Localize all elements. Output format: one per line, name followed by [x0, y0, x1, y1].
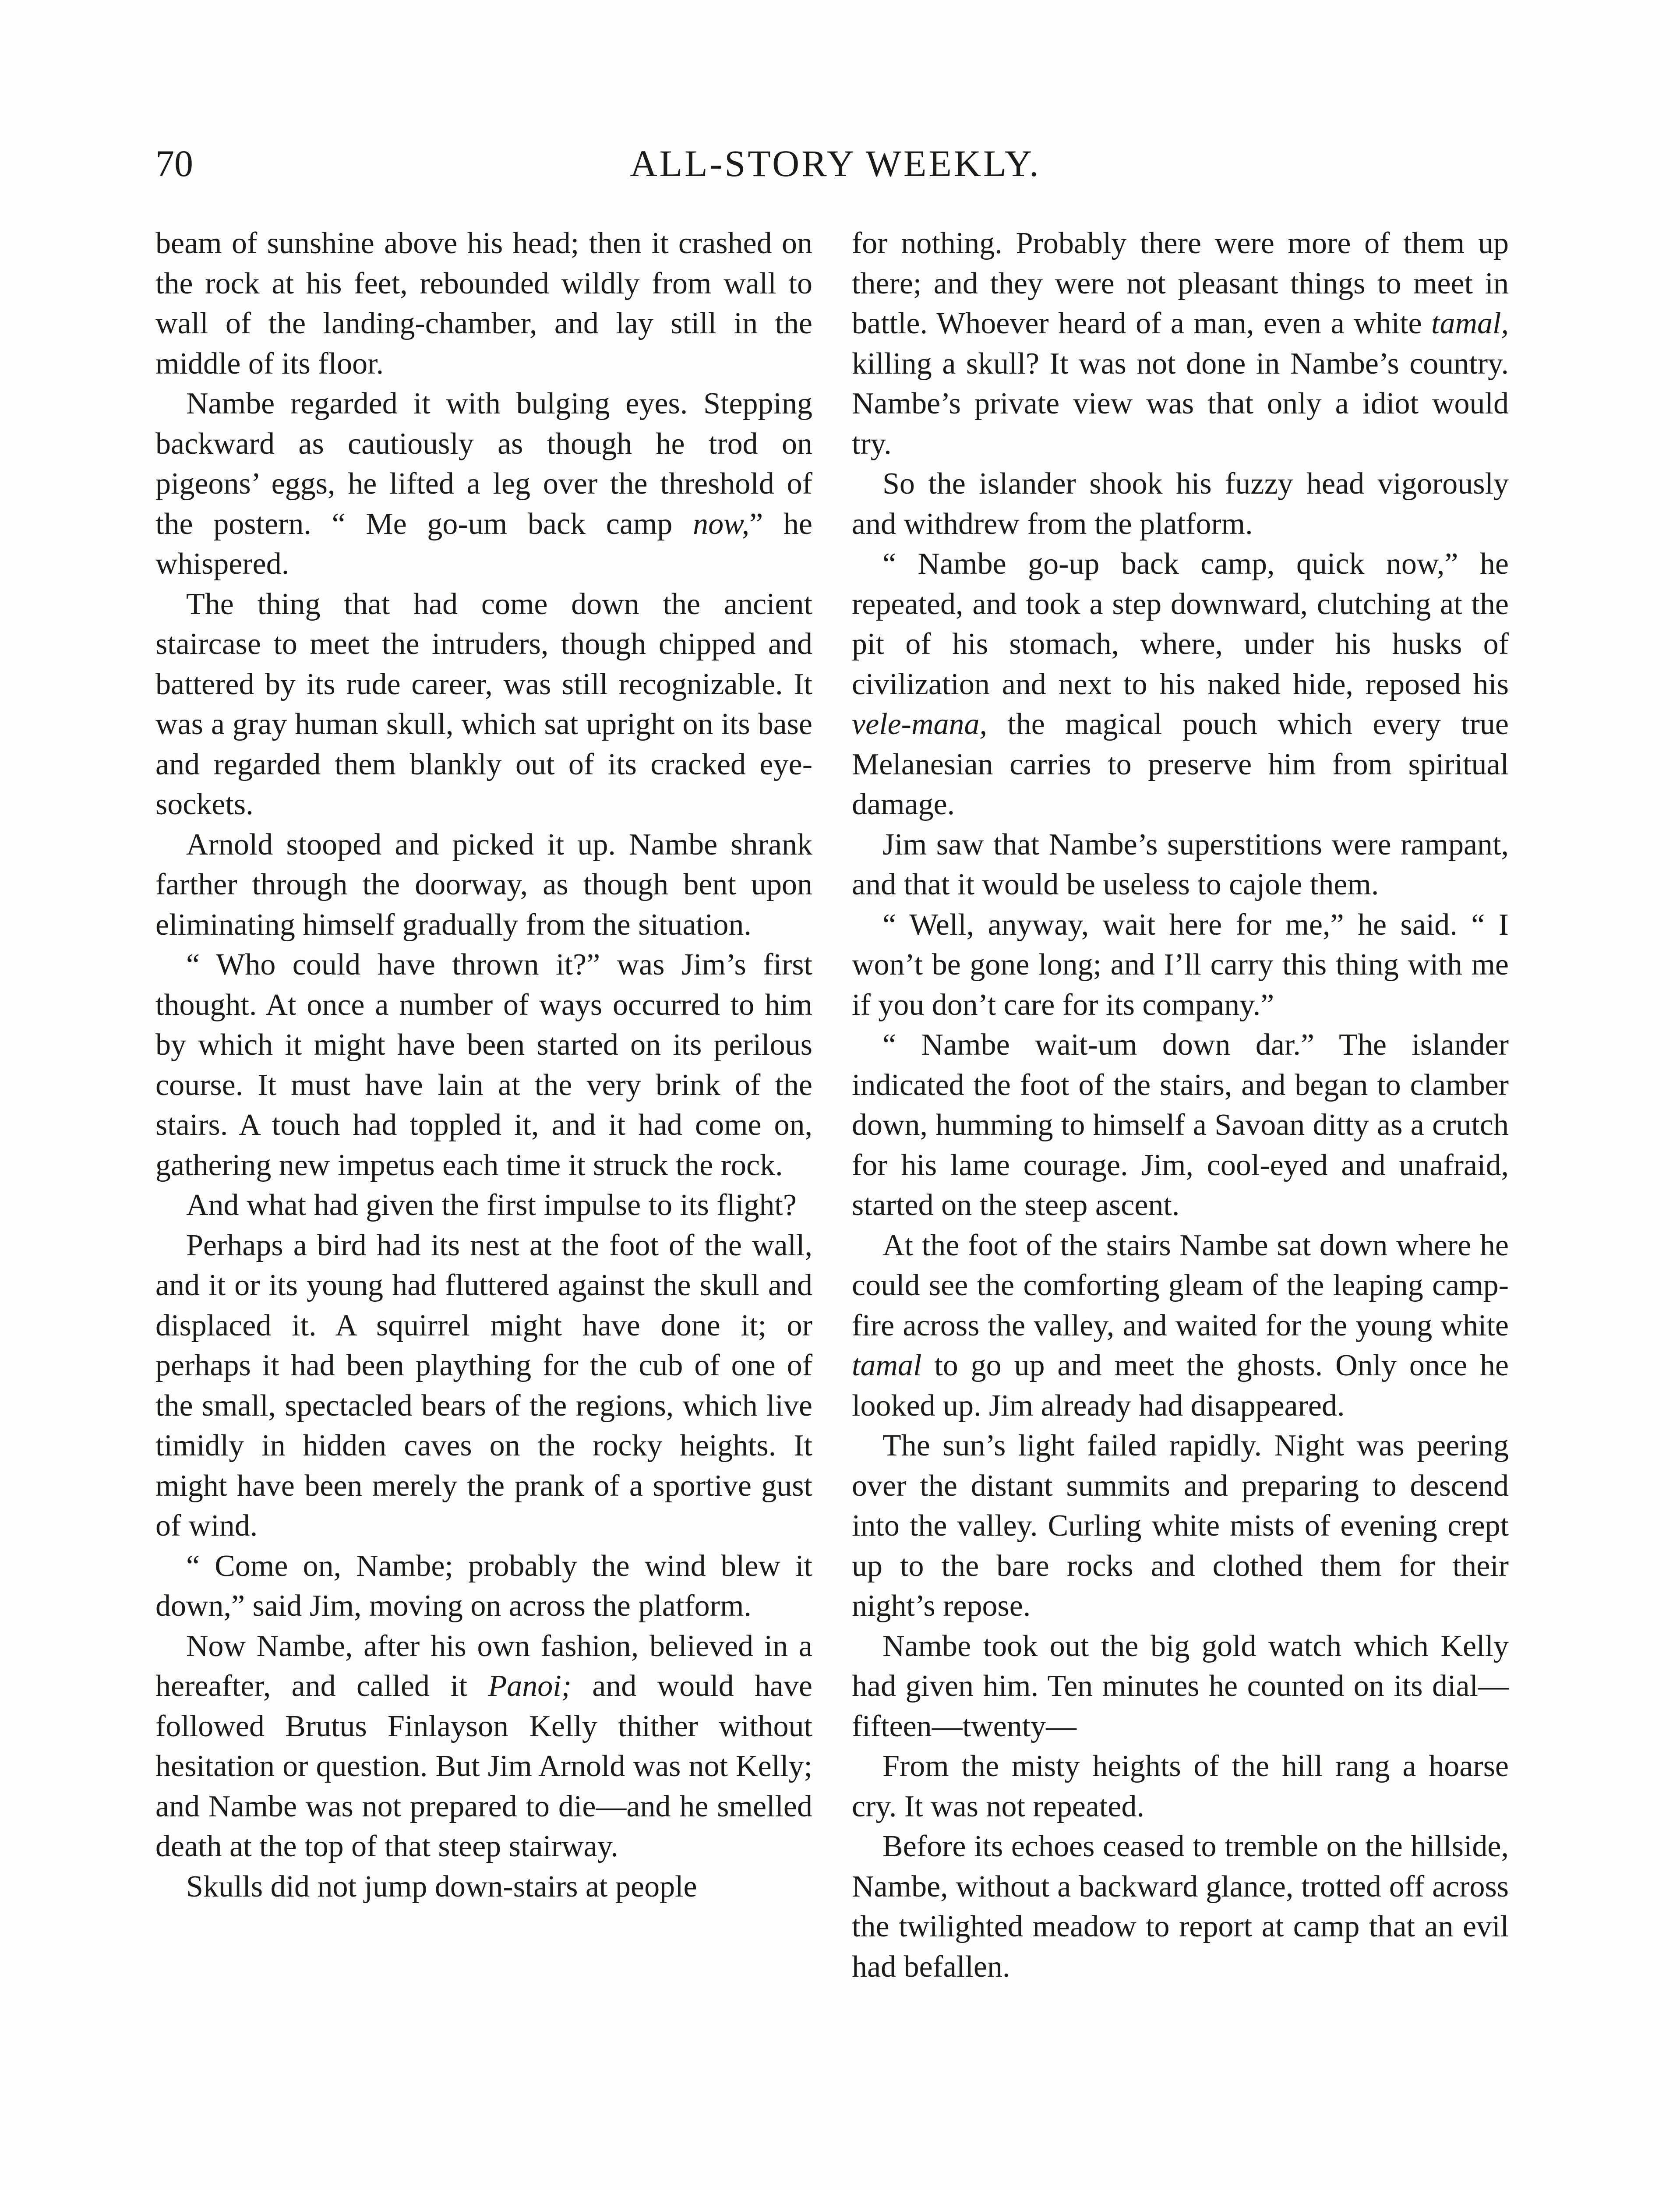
paragraph	[852, 1025, 1509, 1226]
paragraph	[155, 223, 812, 384]
text-run: “ Nambe wait-um down dar.” The islander indicated the foot of the stairs, and began to clamber down, humming to himself a Savoan ditty as a crutch for his lame courage. Jim, cool-eyed and unafraid, started on the steep ascent.	[852, 1028, 1509, 1222]
paragraph	[852, 825, 1509, 905]
page-header	[155, 142, 1515, 206]
paragraph	[852, 544, 1509, 825]
text-run: and would have followed Brutus Finlayson Kelly thither without hesitation or question. But Jim Arnold was not Kelly; and Nambe was not prepared to die—and he smelled death at the top of that steep stairway.	[155, 1669, 812, 1863]
text-run: At the foot of the stairs Nambe sat down where he could see the comforting gleam of the leaping camp-fire across the valley, and waited for the young white	[852, 1228, 1509, 1342]
paragraph	[852, 1426, 1509, 1626]
page-number: 70	[155, 142, 193, 184]
italic-text: Panoi;	[488, 1669, 572, 1703]
text-run: So the islander shook his fuzzy head vigorously and withdrew from the platform.	[852, 467, 1509, 541]
text-run: Nambe regarded it with bulging eyes. Stepping backward as cautiously as though he trod on pigeons’ eggs, he lifted a leg over the threshold of the postern. “ Me go-um back camp	[155, 387, 812, 541]
text-run: The sun’s light failed rapidly. Night was peering over the distant summits and preparing to descend into the valley. Curling white mists of evening crept up to the bare rocks and clothed them for their night’s repose.	[852, 1429, 1509, 1623]
text-run: to go up and meet the ghosts. Only once he looked up. Jim already had disappeared.	[852, 1349, 1509, 1423]
text-run: From the misty heights of the hill rang a hoarse cry. It was not repeated.	[852, 1749, 1509, 1823]
text-run: Before its echoes ceased to tremble on the hillside, Nambe, without a backward glance, trotted off across the twilighted meadow to report at camp that an evil had befallen.	[852, 1830, 1509, 1984]
paragraph	[852, 1626, 1509, 1747]
text-run: ” he whispered.	[155, 507, 813, 581]
paragraph	[155, 384, 812, 584]
paragraph	[155, 1546, 812, 1626]
italic-text: now,	[693, 507, 750, 541]
paragraph	[852, 1826, 1509, 1987]
paragraph	[852, 223, 1509, 464]
paragraph	[155, 825, 812, 945]
text-run: Perhaps a bird had its nest at the foot of the wall, and it or its young had fluttered against the skull and displaced it. A squirrel might have done it; or perhaps it had been plaything for the cub of one of the small, spectacled bears of the regions, which live timidly in hidden caves on the rocky heights. It might have been merely the prank of a sportive gust of wind.	[155, 1228, 812, 1543]
text-run: Arnold stooped and picked it up. Nambe shrank farther through the doorway, as though bent upon eliminating himself gradually from the situation.	[155, 827, 812, 942]
text-run: killing a skull? It was not done in Nambe’s country. Nambe’s private view was that only a idiot would try.	[852, 346, 1509, 461]
paragraph	[852, 1226, 1509, 1426]
paragraph	[155, 1226, 812, 1546]
text-run: the magical pouch which every true Melanesian carries to preserve him from spiritual damage.	[852, 707, 1509, 821]
paragraph	[155, 1626, 812, 1867]
text-run: for nothing. Probably there were more of them up there; and they were not pleasant things to meet in battle. Whoever heard of a man, even a white	[852, 226, 1509, 340]
paragraph	[852, 1746, 1509, 1826]
text-run: “ Come on, Nambe; probably the wind blew it down,” said Jim, moving on across the platform.	[155, 1549, 812, 1623]
text-run: The thing that had come down the ancient staircase to meet the intruders, though chipped and battered by its rude career, was still recognizable. It was a gray human skull, which sat upright on its base and regarded them blankly out of its cracked eye-sockets.	[155, 587, 812, 821]
text-run: Jim saw that Nambe’s superstitions were rampant, and that it would be useless to cajole them.	[852, 827, 1509, 901]
italic-text: vele-mana,	[852, 707, 988, 741]
paragraph	[852, 464, 1509, 544]
text-run: Skulls did not jump down-stairs at people	[186, 1869, 697, 1904]
text-run: beam of sunshine above his head; then it crashed on the rock at his feet, rebounded wildly from wall to wall of the landing-chamber, and lay still in the middle of its floor.	[155, 226, 812, 381]
running-title: ALL-STORY WEEKLY.	[630, 142, 1041, 184]
italic-text: tamal,	[1431, 307, 1509, 340]
text-run: Nambe took out the big gold watch which Kelly had given him. Ten minutes he counted on its dial—fifteen—twenty—	[852, 1629, 1509, 1743]
text-run: “ Well, anyway, wait here for me,” he said. “ I won’t be gone long; and I’ll carry this thing with me if you don’t care for its company.”	[852, 908, 1509, 1022]
left-text-column	[155, 223, 812, 1907]
paragraph	[155, 1185, 812, 1226]
paragraph	[155, 1867, 812, 1907]
paragraph	[852, 905, 1509, 1025]
text-run: And what had given the first impulse to its flight?	[186, 1188, 797, 1222]
text-run: “ Who could have thrown it?” was Jim’s first thought. At once a number of ways occurred to him by which it might have been started on its perilous course. It must have lain at the very brink of the stairs. A touch had toppled it, and it had come on, gathering new impetus each time it struck the rock.	[155, 948, 812, 1182]
paragraph	[155, 945, 812, 1185]
text-run: Now Nambe, after his own fashion, believed in a hereafter, and called it	[155, 1629, 812, 1703]
text-run: “ Nambe go-up back camp, quick now,” he repeated, and took a step downward, clutching at the pit of his stomach, where, under his husks of civilization and next to his naked hide, reposed his	[852, 547, 1509, 701]
right-text-column	[852, 223, 1509, 1987]
paragraph	[155, 584, 812, 825]
italic-text: tamal	[852, 1349, 922, 1382]
